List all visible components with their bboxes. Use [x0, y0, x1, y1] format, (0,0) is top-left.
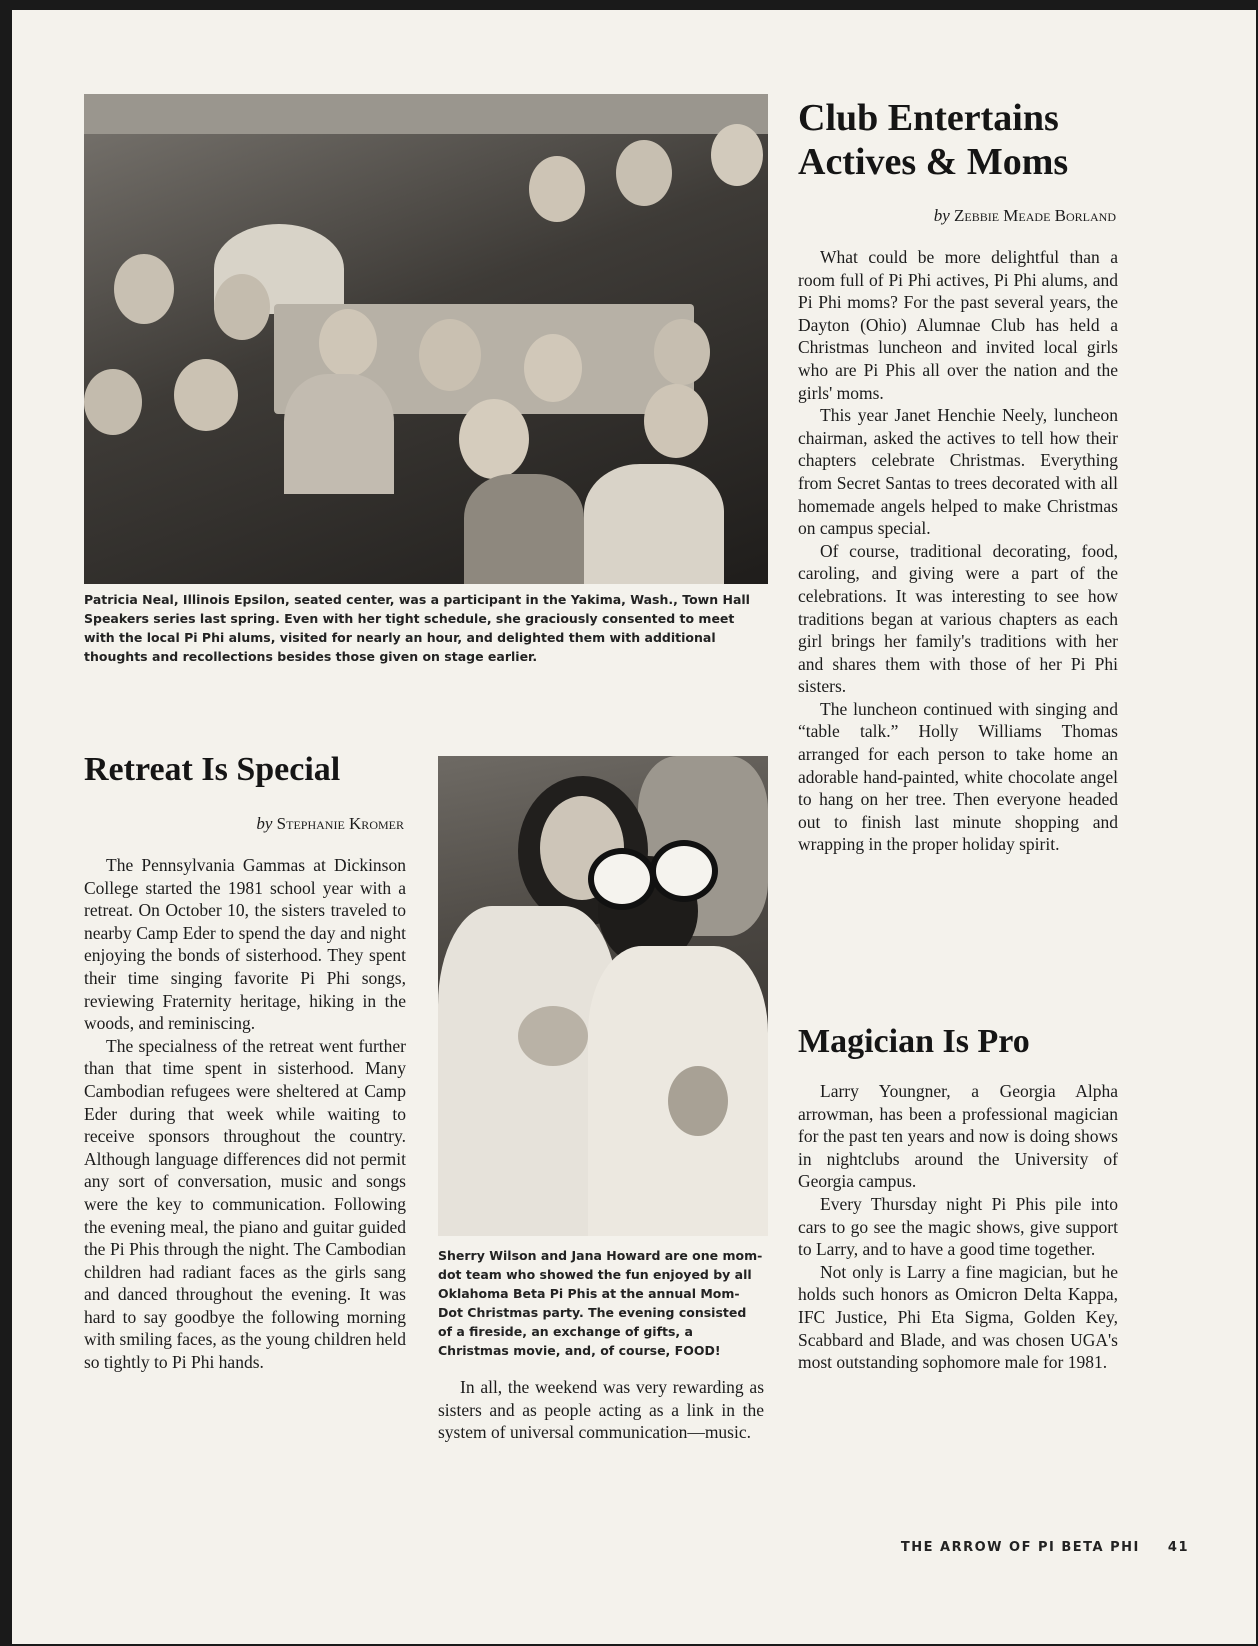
club-paragraph: Of course, traditional decorating, food, caroling, and giving were a part of the celebrations. It was interesting to see how traditions began at various chapters as each girl brings her family's traditions with her and shares them with those of her Pi Phi sisters. — [798, 540, 1118, 697]
retreat-paragraph: The Pennsylvania Gammas at Dickinson College started the 1981 school year with a retreat. On October 10, the sisters traveled to nearby Camp Eder to spend the day and night enjoying the bonds of sisterhood. They spent their time singing favorite Pi Phi songs, reviewing Fraternity heritage, hiking in the woods, and reminiscing. — [84, 855, 406, 1034]
club-paragraph: What could be more delightful than a room full of Pi Phi actives, Pi Phi alums, and Pi Phi moms? For the past several years, the Dayton (Ohio) Alumnae Club has held a Christmas luncheon and invited local girls who are Pi Phis all over the nation and the girls' moms. — [798, 247, 1118, 403]
retreat-byline — [84, 814, 404, 834]
mom-dot-photo-caption: Sherry Wilson and Jana Howard are one mom-dot team who showed the fun enjoyed by all Oklahoma Beta Pi Phis at the annual Mom-Dot Christmas party. The evening consisted of a fireside, an exchange of gifts, a Christmas movie, and, of course, FOOD! — [438, 1248, 763, 1358]
magician-paragraph: Not only is Larry a fine magician, but he holds such honors as Omicron Delta Kappa, IFC Justice, Phi Eta Sigma, Golden Key, Scabbard and Blade, and was chosen UGA's most outstanding sophomore male for 1981. — [798, 1261, 1118, 1373]
retreat-byline-author: Stephanie Kromer — [276, 814, 404, 833]
magician-article-title: Magician Is Pro — [798, 1023, 1030, 1060]
retreat-continuation — [438, 1376, 764, 1444]
club-byline — [798, 206, 1116, 226]
club-paragraph: The luncheon continued with singing and “table talk.” Holly Williams Thomas arranged for each person to take home an adorable hand-painted, white chocolate angel to hang on her tree. Then everyone headed out to finish last minute shopping and wrapping in the proper holiday spirit. — [798, 698, 1118, 855]
magician-paragraph: Larry Youngner, a Georgia Alpha arrowman, has been a professional magician for the past ten years and now is doing shows in nightclubs around the University of Georgia campus. — [798, 1081, 1118, 1192]
club-byline-by: by — [933, 206, 950, 225]
retreat-paragraph: In all, the weekend was very rewarding as sisters and as people acting as a link in the system of universal communication—music. — [438, 1377, 764, 1443]
mom-dot-photo — [438, 756, 768, 1236]
page-footer — [869, 1540, 1189, 1555]
club-title-line1: Club Entertains — [798, 97, 1059, 139]
club-paragraph: This year Janet Henchie Neely, luncheon chairman, asked the actives to tell how their chapters celebrate Christmas. Everything from Secret Santas to trees decorated with all homemade angels helped to make Christmas on campus special. — [798, 405, 1118, 539]
magician-article-body — [798, 1080, 1118, 1374]
club-article-title — [798, 96, 1238, 184]
retreat-byline-by: by — [256, 814, 273, 833]
magician-paragraph: Every Thursday night Pi Phis pile into cars to go see the magic shows, give support to Larry, and to have a good time together. — [798, 1193, 1118, 1260]
club-article-body — [798, 246, 1118, 856]
retreat-paragraph: The specialness of the retreat went further than that time spent in sisterhood. Many Cambodian refugees were sheltered at Camp Eder during that week while waiting to receive sponsors throughout the country. Although language differences did not permit any sort of conversation, music and songs were the key to communication. Following the evening meal, the piano and guitar guided the Pi Phis through the night. The Cambodian children had radiant faces as the girls sang and danced throughout the evening. It was hard to say goodbye the following morning with smiling faces, as the young children held so tightly to Pi Phi hands. — [84, 1035, 406, 1373]
retreat-article-title: Retreat Is Special — [84, 751, 341, 788]
magazine-page — [12, 10, 1256, 1644]
group-photo — [84, 94, 768, 584]
club-title-line2: Actives & Moms — [798, 141, 1069, 183]
retreat-article-body — [84, 854, 406, 1374]
group-photo-caption: Patricia Neal, Illinois Epsilon, seated center, was a participant in the Yakima, Wash., Town Hall Speakers series last spring. Even with her tight schedule, she graciously consented to meet with the local Pi Phi alums, visited for nearly an hour, and delighted them with additional thoughts and recollections besides those given on stage earlier. — [84, 592, 750, 664]
footer-publication: THE ARROW OF PI BETA PHI — [900, 1540, 1140, 1555]
club-byline-author: Zebbie Meade Borland — [954, 206, 1116, 225]
page-number: 41 — [1167, 1540, 1189, 1555]
